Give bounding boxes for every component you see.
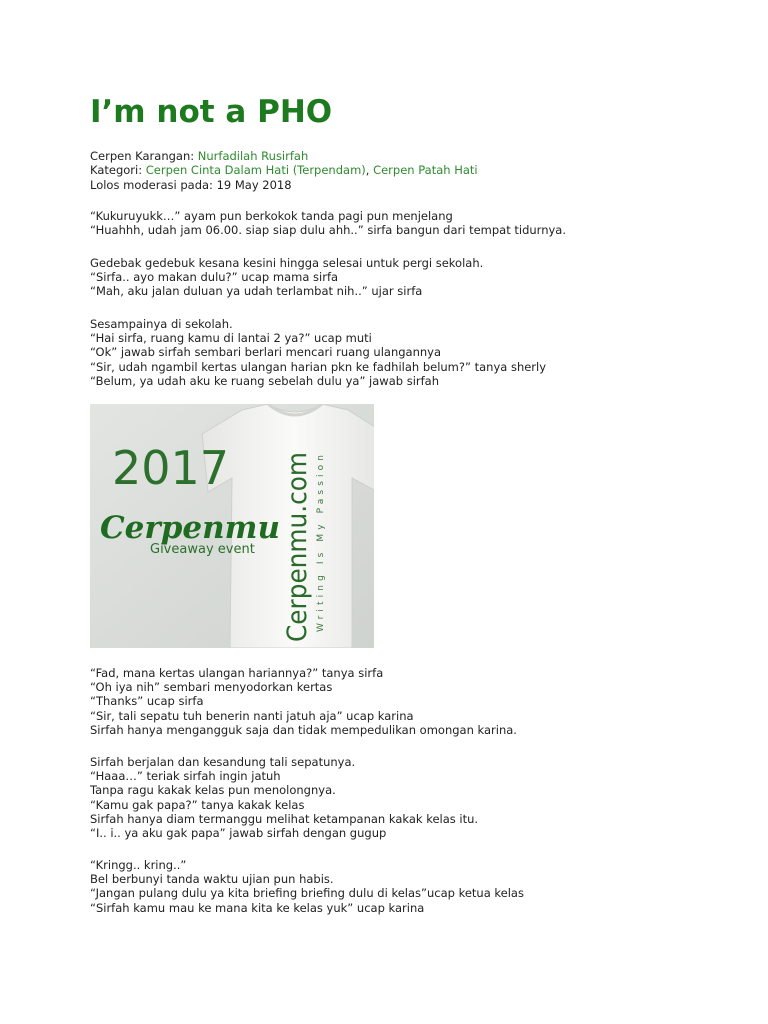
paragraph-line: “Sir, tali sepatu tuh benerin nanti jatuh aja” ucap karina [90,708,414,723]
author-link[interactable]: Nurfadilah Rusirfah [197,149,309,163]
category-line [90,163,478,177]
paragraph-line: “Ok” jawab sirfah sembari berlari mencari ruang ulangannya [90,345,442,360]
paragraph-line: “I.. i.. ya aku gak papa” jawab sirfah dengan gugup [90,826,387,841]
paragraph [90,755,478,840]
paragraph-line: “Mah, aku jalan duluan ya udah terlambat nih..” ujar sirfa [90,284,423,299]
paragraph-line: Bel berbunyi tanda waktu ujian pun habis. [90,872,334,887]
paragraph-line: “Sir, udah ngambil kertas ulangan harian pkn ke fadhilah belum?” tanya sherly [90,359,547,374]
paragraph-line: “Haaa…” teriak sirfah ingin jatuh [90,769,281,784]
banner-year: 2017 [112,441,230,495]
shirt-tagline-text: Writing Is My Passion [316,452,326,632]
article-meta [90,149,478,192]
paragraph-line: Gedebak gedebuk kesana kesini hingga selesai untuk pergi sekolah. [90,256,484,270]
category-separator: , [365,163,374,178]
paragraph [90,858,524,915]
paragraph [90,209,566,237]
paragraph-line: Tanpa ragu kakak kelas pun menolongnya. [90,783,336,798]
shirt-site-text: Cerpenmu.com [282,434,313,642]
paragraph-line: “Jangan pulang dulu ya kita briefing briefing dulu di kelas”ucap ketua kelas [90,886,524,901]
paragraph-line: Sirfah hanya diam termanggu melihat ketampanan kakak kelas itu. [90,811,479,826]
paragraph-line: “Thanks” ucap sirfa [90,694,204,709]
paragraph-line: “Huahhh, udah jam 06.00. siap siap dulu ahh..” sirfa bangun dari tempat tidurnya. [90,223,567,238]
paragraph-line: “Sirfah kamu mau ke mana kita ke kelas yuk” ucap karina [90,900,425,915]
paragraph-line: “Kringg.. kring..” [90,858,187,872]
paragraph-line: “Kukuruyukk…” ayam pun berkokok tanda pagi pun menjelang [90,209,453,223]
paragraph [90,666,517,737]
paragraph-line: Sirfah berjalan dan kesandung tali sepatunya. [90,755,356,769]
paragraph-line: “Fad, mana kertas ulangan hariannya?” tanya sirfa [90,666,384,680]
category-label: Kategori: [90,163,146,178]
paragraph-line: “Hai sirfa, ruang kamu di lantai 2 ya?” ucap muti [90,331,372,346]
moderation-date: Lolos moderasi pada: 19 May 2018 [90,177,292,192]
paragraph-line: “Belum, ya udah aku ke ruang sebelah dulu ya” jawab sirfah [90,373,440,388]
paragraph-line: “Sirfa.. ayo makan dulu?” ucap mama sirfa [90,270,339,285]
paragraph [90,317,546,388]
paragraph [90,256,483,299]
author-line [90,149,478,163]
category-link-patah-hati[interactable]: Cerpen Patah Hati [373,163,478,178]
giveaway-banner-image [90,404,374,648]
banner-event: Giveaway event [150,542,255,557]
paragraph-line: Sirfah hanya mengangguk saja dan tidak mempedulikan omongan karina. [90,722,517,737]
category-link-cinta[interactable]: Cerpen Cinta Dalam Hati (Terpendam) [145,163,366,178]
article-title: I’m not a PHO [90,94,333,130]
paragraph-line: “Oh iya nih” sembari menyodorkan kertas [90,680,333,695]
author-label: Cerpen Karangan: [90,149,198,163]
paragraph-line: Sesampainya di sekolah. [90,317,233,331]
paragraph-line: “Kamu gak papa?” tanya kakak kelas [90,797,305,812]
banner-brand: Cerpenmu [100,510,281,546]
